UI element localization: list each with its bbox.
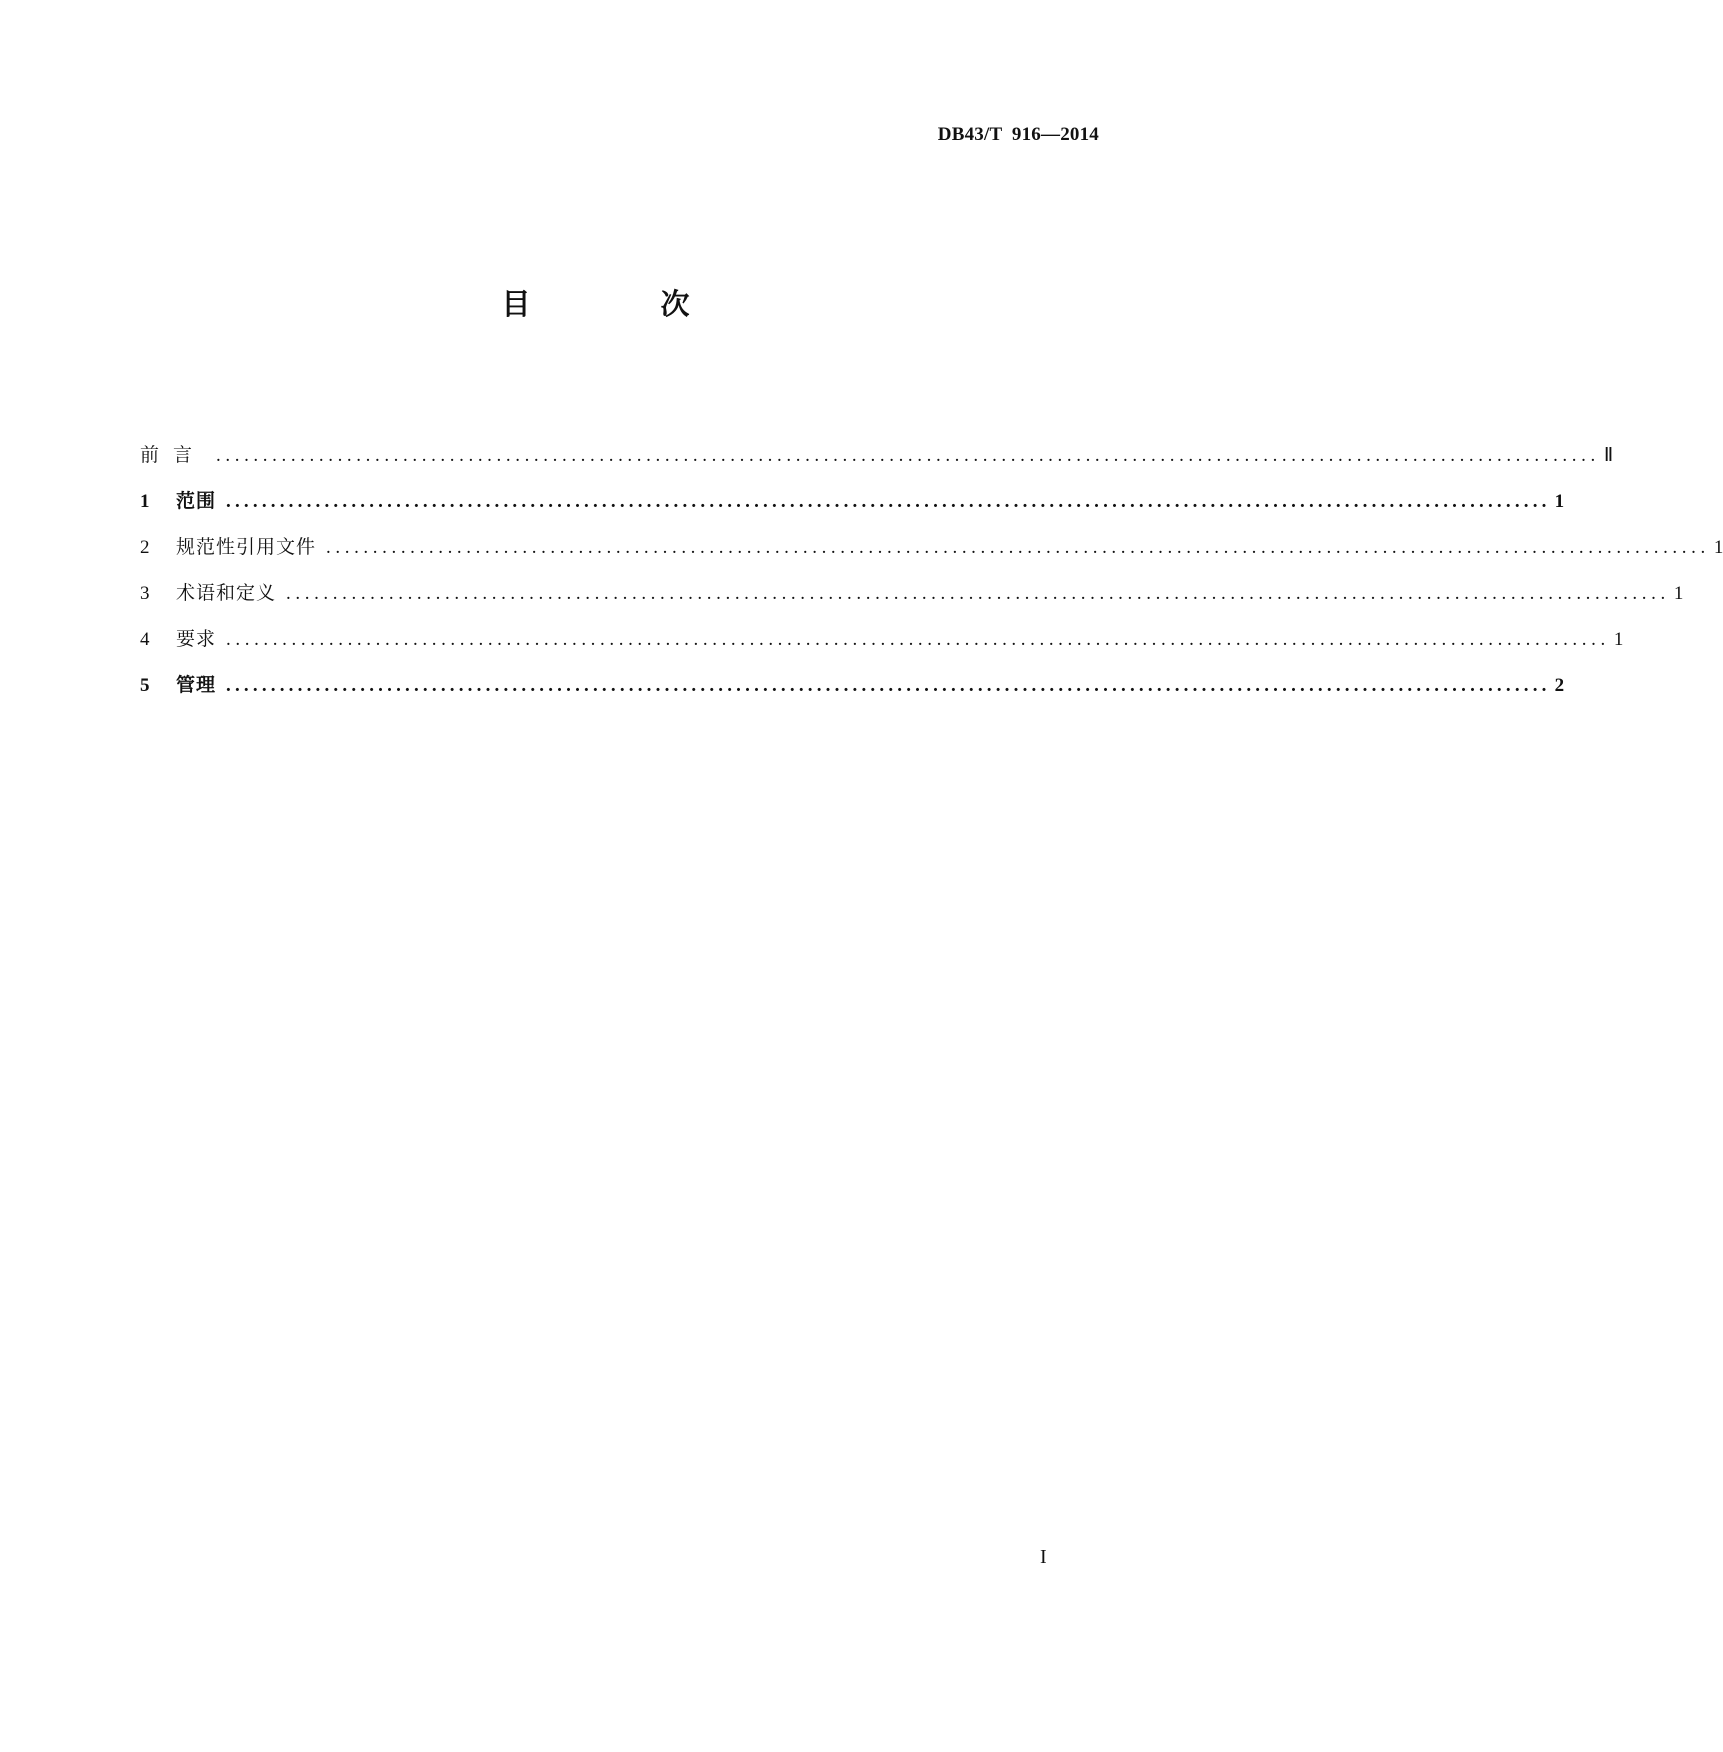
toc-entry-number: 2 (140, 537, 150, 558)
toc-entry-number: 5 (140, 675, 150, 696)
toc-entry-normative-references[interactable] (140, 532, 1723, 578)
toc-entry-label: 要求 (176, 628, 217, 650)
toc-entry-label: 前言 (140, 444, 207, 466)
table-of-contents (140, 440, 1723, 716)
toc-leader-dots: .................................................................................................................................................... (286, 583, 1670, 604)
toc-leader-dots: .................................................................................................................................................... (226, 491, 1551, 512)
document-code: DB43/T 916—2014 (937, 124, 1099, 145)
page-number: I (1040, 1546, 1047, 1568)
toc-entry-page: 2 (1554, 675, 1565, 696)
toc-entry-page: 1 (1554, 491, 1565, 512)
toc-entry-label: 术语和定义 (176, 582, 277, 604)
toc-entry-page: 1 (1673, 583, 1684, 604)
toc-leader-dots: .................................................................................................................................................... (226, 675, 1551, 696)
toc-entry-label: 范围 (176, 490, 217, 512)
toc-leader-dots: .................................................................................................................................................... (216, 445, 1600, 466)
toc-entry-scope[interactable] (140, 486, 1565, 532)
toc-entry-terms-definitions[interactable] (140, 578, 1684, 624)
toc-entry-foreword[interactable] (140, 440, 1614, 486)
toc-entry-label: 规范性引用文件 (176, 536, 317, 558)
toc-entry-number: 1 (140, 491, 150, 512)
toc-entry-management[interactable] (140, 670, 1565, 716)
toc-leader-dots: .................................................................................................................................................... (326, 537, 1710, 558)
toc-entry-number: 4 (140, 629, 150, 650)
page-title: 目 次 (501, 287, 750, 321)
toc-entry-page: 1 (1713, 537, 1723, 558)
toc-entry-number: 3 (140, 583, 150, 604)
toc-entry-label: 管理 (176, 674, 217, 696)
toc-leader-dots: .................................................................................................................................................... (226, 629, 1610, 650)
toc-entry-page: 1 (1613, 629, 1624, 650)
toc-entry-page: Ⅱ (1603, 445, 1614, 466)
toc-entry-requirements[interactable] (140, 624, 1624, 670)
